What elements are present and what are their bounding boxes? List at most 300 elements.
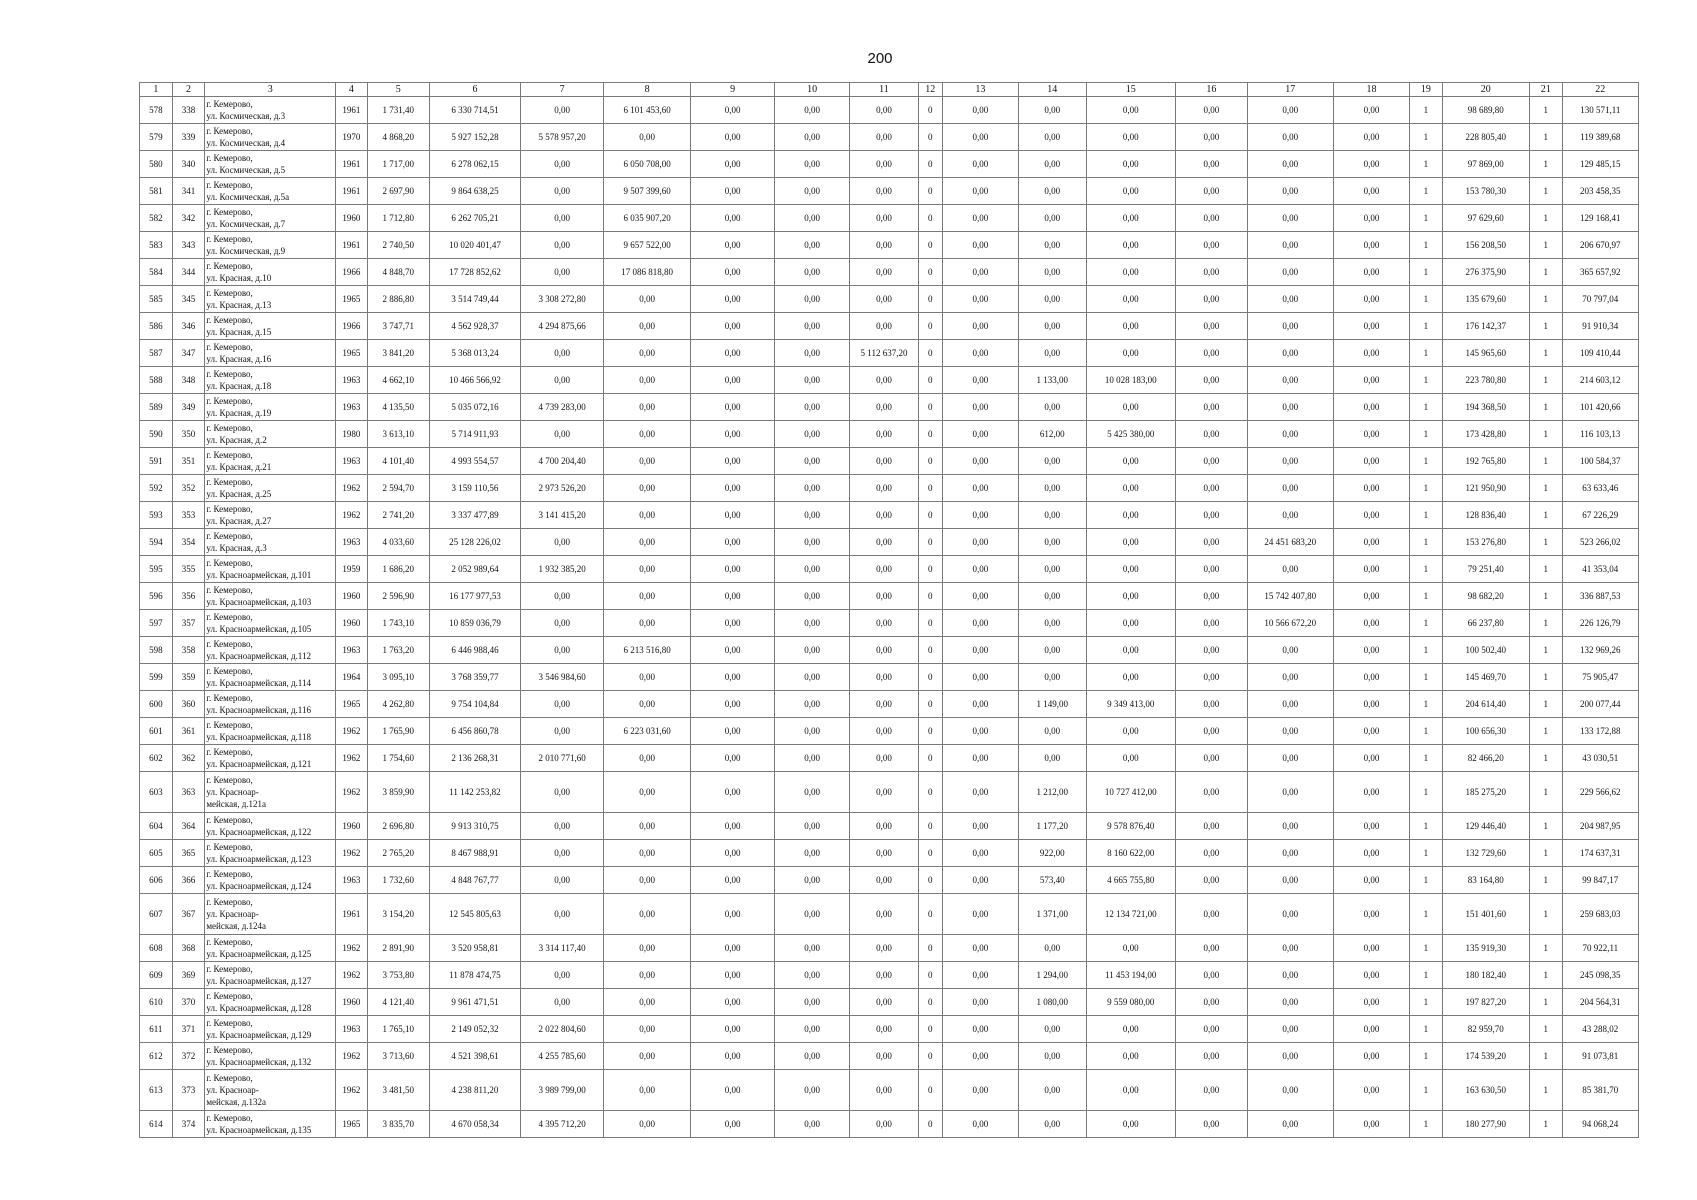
table-cell-col-22: 365 657,92	[1562, 259, 1638, 286]
table-cell-col-1: 601	[140, 718, 173, 745]
table-cell-col-13: 0,00	[942, 894, 1018, 935]
table-cell-col-1: 578	[140, 97, 173, 124]
column-header-6: 6	[429, 83, 521, 97]
table-cell-col-9: 0,00	[691, 151, 775, 178]
table-cell-col-20: 174 539,20	[1442, 1043, 1529, 1070]
table-cell-col-10: 0,00	[775, 962, 850, 989]
address-cell	[205, 840, 336, 867]
table-cell-col-21: 1	[1529, 1043, 1562, 1070]
table-cell-col-18: 0,00	[1333, 178, 1409, 205]
address-line: ул. Красная, д.15	[206, 327, 272, 337]
table-cell-col-14: 0,00	[1019, 1111, 1087, 1138]
table-cell-col-21: 1	[1529, 394, 1562, 421]
address-line: ул. Красноармейская, д.127	[206, 976, 312, 986]
table-cell-col-4: 1980	[336, 421, 368, 448]
table-cell-col-12: 0	[918, 502, 942, 529]
table-cell-col-17: 10 566 672,20	[1247, 610, 1333, 637]
table-cell-col-10: 0,00	[775, 840, 850, 867]
table-cell-col-10: 0,00	[775, 894, 850, 935]
table-cell-col-12: 0	[918, 718, 942, 745]
table-cell-col-1: 603	[140, 772, 173, 813]
table-cell-col-17: 0,00	[1247, 962, 1333, 989]
table-cell-col-14: 0,00	[1019, 313, 1087, 340]
table-cell-col-4: 1963	[336, 1016, 368, 1043]
table-cell-col-13: 0,00	[942, 1043, 1018, 1070]
table-cell-col-19: 1	[1410, 421, 1443, 448]
table-cell-col-14: 0,00	[1019, 610, 1087, 637]
table-cell-col-11: 0,00	[850, 313, 919, 340]
table-cell-col-9: 0,00	[691, 989, 775, 1016]
table-cell-col-1: 594	[140, 529, 173, 556]
address-line: ул. Красноар-	[206, 909, 259, 919]
address-line: г. Кемерово,	[206, 964, 253, 974]
table-cell-col-20: 145 469,70	[1442, 664, 1529, 691]
table-cell-col-9: 0,00	[691, 772, 775, 813]
table-cell-col-19: 1	[1410, 286, 1443, 313]
table-cell-col-10: 0,00	[775, 340, 850, 367]
table-cell-col-17: 0,00	[1247, 475, 1333, 502]
table-cell-col-22: 129 485,15	[1562, 151, 1638, 178]
column-header-4: 4	[336, 83, 368, 97]
table-cell-col-2: 356	[172, 583, 205, 610]
table-cell-col-12: 0	[918, 1043, 942, 1070]
table-cell-col-19: 1	[1410, 313, 1443, 340]
table-cell-col-20: 145 965,60	[1442, 340, 1529, 367]
table-cell-col-19: 1	[1410, 475, 1443, 502]
table-cell-col-5: 1 763,20	[367, 637, 429, 664]
address-line: ул. Красная, д.13	[206, 300, 272, 310]
address-cell	[205, 367, 336, 394]
address-line: г. Кемерово,	[206, 99, 253, 109]
table-cell-col-10: 0,00	[775, 718, 850, 745]
address-cell	[205, 394, 336, 421]
table-cell-col-9: 0,00	[691, 962, 775, 989]
table-cell-col-9: 0,00	[691, 664, 775, 691]
table-cell-col-1: 602	[140, 745, 173, 772]
table-cell-col-20: 79 251,40	[1442, 556, 1529, 583]
table-row	[140, 610, 1639, 637]
table-cell-col-10: 0,00	[775, 867, 850, 894]
table-cell-col-17: 0,00	[1247, 151, 1333, 178]
table-cell-col-5: 4 033,60	[367, 529, 429, 556]
table-cell-col-10: 0,00	[775, 1070, 850, 1111]
table-row	[140, 259, 1639, 286]
table-cell-col-16: 0,00	[1175, 813, 1247, 840]
table-cell-col-16: 0,00	[1175, 610, 1247, 637]
address-line: ул. Космическая, д.9	[206, 246, 286, 256]
table-cell-col-22: 91 073,81	[1562, 1043, 1638, 1070]
table-cell-col-22: 99 847,17	[1562, 867, 1638, 894]
table-cell-col-22: 336 887,53	[1562, 583, 1638, 610]
table-cell-col-15: 0,00	[1086, 1016, 1175, 1043]
table-cell-col-22: 130 571,11	[1562, 97, 1638, 124]
table-cell-col-9: 0,00	[691, 475, 775, 502]
table-cell-col-11: 0,00	[850, 1070, 919, 1111]
table-cell-col-14: 0,00	[1019, 1016, 1087, 1043]
address-line: г. Кемерово,	[206, 991, 253, 1001]
table-cell-col-7: 3 989 799,00	[521, 1070, 604, 1111]
table-cell-col-2: 371	[172, 1016, 205, 1043]
table-cell-col-16: 0,00	[1175, 286, 1247, 313]
table-cell-col-20: 163 630,50	[1442, 1070, 1529, 1111]
table-cell-col-20: 97 869,00	[1442, 151, 1529, 178]
table-cell-col-11: 0,00	[850, 772, 919, 813]
table-cell-col-4: 1970	[336, 124, 368, 151]
table-cell-col-18: 0,00	[1333, 313, 1409, 340]
address-cell	[205, 989, 336, 1016]
table-row	[140, 286, 1639, 313]
table-cell-col-11: 0,00	[850, 962, 919, 989]
table-cell-col-5: 3 835,70	[367, 1111, 429, 1138]
table-cell-col-9: 0,00	[691, 1111, 775, 1138]
table-row	[140, 1043, 1639, 1070]
table-cell-col-16: 0,00	[1175, 745, 1247, 772]
table-cell-col-5: 1 686,20	[367, 556, 429, 583]
table-cell-col-17: 0,00	[1247, 745, 1333, 772]
table-row	[140, 556, 1639, 583]
table-cell-col-15: 9 559 080,00	[1086, 989, 1175, 1016]
table-cell-col-4: 1965	[336, 340, 368, 367]
table-cell-col-9: 0,00	[691, 718, 775, 745]
table-cell-col-21: 1	[1529, 772, 1562, 813]
table-cell-col-14: 0,00	[1019, 935, 1087, 962]
table-cell-col-21: 1	[1529, 286, 1562, 313]
table-cell-col-10: 0,00	[775, 813, 850, 840]
table-cell-col-4: 1962	[336, 745, 368, 772]
table-cell-col-10: 0,00	[775, 664, 850, 691]
table-cell-col-11: 0,00	[850, 124, 919, 151]
table-cell-col-18: 0,00	[1333, 935, 1409, 962]
address-line: г. Кемерово,	[206, 369, 253, 379]
table-cell-col-10: 0,00	[775, 610, 850, 637]
table-cell-col-10: 0,00	[775, 232, 850, 259]
table-cell-col-8: 0,00	[604, 475, 691, 502]
table-cell-col-12: 0	[918, 772, 942, 813]
table-cell-col-16: 0,00	[1175, 840, 1247, 867]
table-cell-col-6: 4 670 058,34	[429, 1111, 521, 1138]
table-cell-col-15: 12 134 721,00	[1086, 894, 1175, 935]
table-cell-col-5: 1 743,10	[367, 610, 429, 637]
table-cell-col-4: 1961	[336, 894, 368, 935]
table-cell-col-4: 1965	[336, 1111, 368, 1138]
table-cell-col-8: 0,00	[604, 340, 691, 367]
address-line: ул. Красноармейская, д.125	[206, 949, 312, 959]
address-cell	[205, 475, 336, 502]
table-cell-col-8: 0,00	[604, 935, 691, 962]
table-cell-col-12: 0	[918, 1070, 942, 1111]
table-cell-col-6: 5 368 013,24	[429, 340, 521, 367]
table-cell-col-8: 0,00	[604, 529, 691, 556]
table-cell-col-17: 0,00	[1247, 772, 1333, 813]
table-cell-col-13: 0,00	[942, 205, 1018, 232]
table-cell-col-8: 0,00	[604, 867, 691, 894]
housing-register-table	[139, 82, 1639, 1138]
table-cell-col-21: 1	[1529, 1016, 1562, 1043]
table-cell-col-5: 2 740,50	[367, 232, 429, 259]
table-cell-col-9: 0,00	[691, 637, 775, 664]
table-cell-col-7: 0,00	[521, 97, 604, 124]
table-cell-col-13: 0,00	[942, 840, 1018, 867]
table-cell-col-18: 0,00	[1333, 867, 1409, 894]
table-cell-col-16: 0,00	[1175, 583, 1247, 610]
table-cell-col-18: 0,00	[1333, 1111, 1409, 1138]
address-line: г. Кемерово,	[206, 842, 253, 852]
table-cell-col-12: 0	[918, 691, 942, 718]
table-cell-col-15: 0,00	[1086, 556, 1175, 583]
table-cell-col-4: 1962	[336, 962, 368, 989]
address-line: ул. Красноармейская, д.112	[206, 651, 311, 661]
table-cell-col-12: 0	[918, 313, 942, 340]
table-cell-col-18: 0,00	[1333, 962, 1409, 989]
table-row	[140, 813, 1639, 840]
table-cell-col-19: 1	[1410, 1016, 1443, 1043]
table-cell-col-14: 0,00	[1019, 664, 1087, 691]
table-cell-col-10: 0,00	[775, 205, 850, 232]
column-header-14: 14	[1019, 83, 1087, 97]
address-cell	[205, 97, 336, 124]
table-cell-col-10: 0,00	[775, 394, 850, 421]
address-line: г. Кемерово,	[206, 693, 253, 703]
table-cell-col-12: 0	[918, 529, 942, 556]
address-line: ул. Космическая, д.3	[206, 111, 286, 121]
table-cell-col-5: 4 662,10	[367, 367, 429, 394]
table-cell-col-21: 1	[1529, 529, 1562, 556]
address-line: г. Кемерово,	[206, 639, 253, 649]
table-cell-col-13: 0,00	[942, 745, 1018, 772]
table-cell-col-15: 10 028 183,00	[1086, 367, 1175, 394]
table-cell-col-5: 4 135,50	[367, 394, 429, 421]
table-cell-col-17: 0,00	[1247, 813, 1333, 840]
address-line: г. Кемерово,	[206, 423, 253, 433]
table-cell-col-5: 4 101,40	[367, 448, 429, 475]
table-cell-col-19: 1	[1410, 394, 1443, 421]
table-cell-col-12: 0	[918, 151, 942, 178]
table-cell-col-12: 0	[918, 259, 942, 286]
table-cell-col-12: 0	[918, 1111, 942, 1138]
address-cell	[205, 935, 336, 962]
table-cell-col-19: 1	[1410, 840, 1443, 867]
table-cell-col-1: 606	[140, 867, 173, 894]
table-cell-col-20: 223 780,80	[1442, 367, 1529, 394]
table-cell-col-14: 0,00	[1019, 394, 1087, 421]
table-cell-col-18: 0,00	[1333, 556, 1409, 583]
address-cell	[205, 1070, 336, 1111]
table-cell-col-9: 0,00	[691, 394, 775, 421]
address-line: ул. Красноармейская, д.105	[206, 624, 312, 634]
table-cell-col-1: 614	[140, 1111, 173, 1138]
address-line: ул. Красноармейская, д.116	[206, 705, 311, 715]
table-cell-col-22: 116 103,13	[1562, 421, 1638, 448]
address-cell	[205, 124, 336, 151]
address-line: г. Кемерово,	[206, 897, 253, 907]
table-cell-col-12: 0	[918, 367, 942, 394]
table-cell-col-20: 121 950,90	[1442, 475, 1529, 502]
table-cell-col-15: 5 425 380,00	[1086, 421, 1175, 448]
table-cell-col-20: 98 689,80	[1442, 97, 1529, 124]
table-cell-col-15: 8 160 622,00	[1086, 840, 1175, 867]
table-cell-col-2: 349	[172, 394, 205, 421]
table-cell-col-15: 0,00	[1086, 664, 1175, 691]
table-cell-col-12: 0	[918, 664, 942, 691]
address-line: ул. Красноармейская, д.103	[206, 597, 312, 607]
table-cell-col-22: 119 389,68	[1562, 124, 1638, 151]
table-cell-col-12: 0	[918, 745, 942, 772]
table-cell-col-1: 613	[140, 1070, 173, 1111]
table-cell-col-9: 0,00	[691, 840, 775, 867]
table-cell-col-21: 1	[1529, 745, 1562, 772]
table-cell-col-5: 2 594,70	[367, 475, 429, 502]
table-cell-col-10: 0,00	[775, 1111, 850, 1138]
table-cell-col-22: 245 098,35	[1562, 962, 1638, 989]
table-cell-col-16: 0,00	[1175, 421, 1247, 448]
table-cell-col-1: 610	[140, 989, 173, 1016]
table-cell-col-15: 0,00	[1086, 502, 1175, 529]
table-row	[140, 583, 1639, 610]
table-cell-col-20: 153 780,30	[1442, 178, 1529, 205]
address-line: ул. Космическая, д.5а	[206, 192, 290, 202]
table-cell-col-5: 1 731,40	[367, 97, 429, 124]
table-cell-col-18: 0,00	[1333, 691, 1409, 718]
table-cell-col-21: 1	[1529, 502, 1562, 529]
table-cell-col-4: 1963	[336, 394, 368, 421]
table-cell-col-17: 0,00	[1247, 286, 1333, 313]
table-cell-col-21: 1	[1529, 840, 1562, 867]
table-cell-col-18: 0,00	[1333, 529, 1409, 556]
table-cell-col-21: 1	[1529, 894, 1562, 935]
table-cell-col-19: 1	[1410, 745, 1443, 772]
table-cell-col-21: 1	[1529, 1111, 1562, 1138]
table-cell-col-22: 101 420,66	[1562, 394, 1638, 421]
table-cell-col-18: 0,00	[1333, 1016, 1409, 1043]
table-cell-col-17: 0,00	[1247, 691, 1333, 718]
table-cell-col-20: 180 277,90	[1442, 1111, 1529, 1138]
table-body	[140, 97, 1639, 1138]
table-cell-col-15: 0,00	[1086, 610, 1175, 637]
table-cell-col-13: 0,00	[942, 772, 1018, 813]
address-line: ул. Красноармейская, д.121	[206, 759, 312, 769]
table-cell-col-16: 0,00	[1175, 448, 1247, 475]
table-cell-col-8: 6 035 907,20	[604, 205, 691, 232]
table-cell-col-22: 109 410,44	[1562, 340, 1638, 367]
table-cell-col-6: 6 262 705,21	[429, 205, 521, 232]
table-cell-col-4: 1966	[336, 259, 368, 286]
table-cell-col-6: 2 136 268,31	[429, 745, 521, 772]
address-cell	[205, 610, 336, 637]
table-cell-col-1: 590	[140, 421, 173, 448]
table-cell-col-1: 582	[140, 205, 173, 232]
table-cell-col-21: 1	[1529, 989, 1562, 1016]
table-cell-col-2: 367	[172, 894, 205, 935]
table-cell-col-5: 3 859,90	[367, 772, 429, 813]
table-cell-col-20: 98 682,20	[1442, 583, 1529, 610]
table-cell-col-15: 0,00	[1086, 745, 1175, 772]
table-row	[140, 1070, 1639, 1111]
table-cell-col-6: 10 466 566,92	[429, 367, 521, 394]
table-cell-col-4: 1962	[336, 840, 368, 867]
table-row	[140, 394, 1639, 421]
table-cell-col-8: 0,00	[604, 124, 691, 151]
table-cell-col-15: 9 578 876,40	[1086, 813, 1175, 840]
address-cell	[205, 529, 336, 556]
table-cell-col-2: 368	[172, 935, 205, 962]
table-cell-col-9: 0,00	[691, 1070, 775, 1111]
table-cell-col-4: 1963	[336, 529, 368, 556]
table-cell-col-15: 0,00	[1086, 1070, 1175, 1111]
table-cell-col-5: 2 741,20	[367, 502, 429, 529]
address-line: г. Кемерово,	[206, 207, 253, 217]
table-cell-col-8: 0,00	[604, 962, 691, 989]
table-row	[140, 962, 1639, 989]
address-line: ул. Красная, д.18	[206, 381, 272, 391]
table-cell-col-22: 203 458,35	[1562, 178, 1638, 205]
table-cell-col-10: 0,00	[775, 556, 850, 583]
table-cell-col-11: 0,00	[850, 556, 919, 583]
table-cell-col-20: 151 401,60	[1442, 894, 1529, 935]
table-cell-col-5: 1 717,00	[367, 151, 429, 178]
table-cell-col-16: 0,00	[1175, 205, 1247, 232]
table-cell-col-6: 6 330 714,51	[429, 97, 521, 124]
table-cell-col-22: 204 564,31	[1562, 989, 1638, 1016]
table-cell-col-4: 1962	[336, 1043, 368, 1070]
table-cell-col-5: 3 841,20	[367, 340, 429, 367]
table-cell-col-8: 0,00	[604, 664, 691, 691]
table-cell-col-8: 6 223 031,60	[604, 718, 691, 745]
column-header-1: 1	[140, 83, 173, 97]
table-cell-col-8: 0,00	[604, 1070, 691, 1111]
table-cell-col-18: 0,00	[1333, 367, 1409, 394]
table-cell-col-9: 0,00	[691, 502, 775, 529]
table-cell-col-20: 83 164,80	[1442, 867, 1529, 894]
table-cell-col-16: 0,00	[1175, 664, 1247, 691]
address-line: г. Кемерово,	[206, 126, 253, 136]
table-cell-col-8: 0,00	[604, 691, 691, 718]
address-line: г. Кемерово,	[206, 261, 253, 271]
table-cell-col-1: 589	[140, 394, 173, 421]
table-cell-col-15: 0,00	[1086, 394, 1175, 421]
table-cell-col-7: 3 308 272,80	[521, 286, 604, 313]
table-cell-col-19: 1	[1410, 232, 1443, 259]
table-cell-col-17: 0,00	[1247, 989, 1333, 1016]
table-cell-col-12: 0	[918, 894, 942, 935]
table-cell-col-19: 1	[1410, 610, 1443, 637]
table-cell-col-8: 0,00	[604, 610, 691, 637]
table-cell-col-7: 4 395 712,20	[521, 1111, 604, 1138]
table-cell-col-16: 0,00	[1175, 989, 1247, 1016]
table-cell-col-20: 82 466,20	[1442, 745, 1529, 772]
column-header-12: 12	[918, 83, 942, 97]
table-row	[140, 475, 1639, 502]
address-line: г. Кемерово,	[206, 720, 253, 730]
table-cell-col-12: 0	[918, 475, 942, 502]
table-cell-col-4: 1962	[336, 772, 368, 813]
table-cell-col-20: 128 836,40	[1442, 502, 1529, 529]
table-cell-col-10: 0,00	[775, 745, 850, 772]
table-cell-col-4: 1962	[336, 502, 368, 529]
table-cell-col-14: 0,00	[1019, 502, 1087, 529]
table-cell-col-1: 599	[140, 664, 173, 691]
table-cell-col-6: 6 446 988,46	[429, 637, 521, 664]
table-cell-col-10: 0,00	[775, 178, 850, 205]
table-cell-col-19: 1	[1410, 178, 1443, 205]
address-cell	[205, 259, 336, 286]
table-cell-col-7: 4 739 283,00	[521, 394, 604, 421]
table-cell-col-2: 353	[172, 502, 205, 529]
table-cell-col-1: 579	[140, 124, 173, 151]
table-cell-col-9: 0,00	[691, 421, 775, 448]
table-cell-col-14: 0,00	[1019, 556, 1087, 583]
table-cell-col-11: 0,00	[850, 867, 919, 894]
table-cell-col-1: 611	[140, 1016, 173, 1043]
